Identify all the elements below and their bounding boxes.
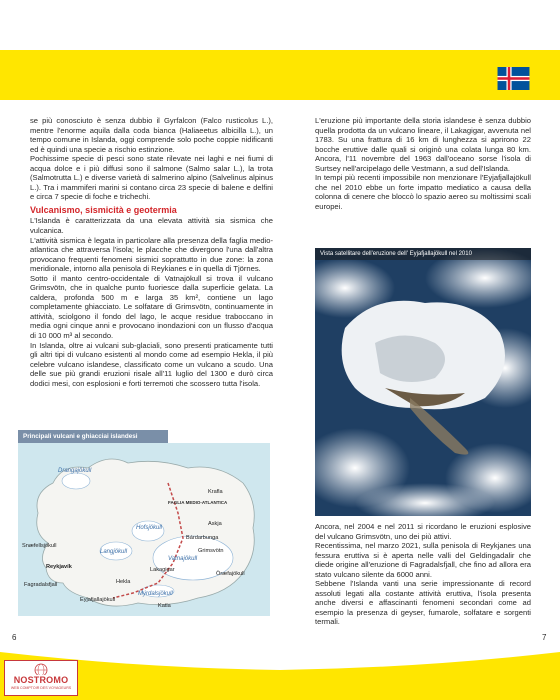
logo-name: NOSTROMO [13, 675, 69, 685]
page-top-margin [0, 0, 560, 50]
paragraph: Pochissime specie di pesci sono state rilevate nei laghi e nei fiumi di acqua dolce e i più diffusi sono il salmone (Salmo salar L.), la trota (Salmotrutta L.) e diverse varietà di salmerino alpino (Salvelinus alpinus L.). Tra i mammiferi marini si contano circa 23 specie di balene e delfini e circa 7 specie di foche e trichechi. [30, 154, 273, 202]
paragraph: In Islanda, oltre ai vulcani sub-glaciali, sono presenti praticamente tutti gli altri tipi di vulcano esistenti al mondo come ad esempio Hekla, il più celebre vulcano islandese, classificato come un vulcano a scudo. Una delle sue più grandi eruzioni risale all'11 luglio del 1300 e durò circa dodici mesi, con esplosioni e forti terremoti che scossero tutta l'isola. [30, 340, 273, 388]
paragraph: Recentissima, nel marzo 2021, sulla penisola di Reykjanes una fessura eruttiva si è aperta nelle valli del Geldingadalir che diede origine all'eruzione di Fagradalsfjall, che fino ad allora era stato vulcano silente da 6000 anni. [315, 541, 531, 579]
map-label-hekla: Hekla [116, 579, 131, 585]
map-label-langjokull: Langjökull [100, 549, 128, 555]
yellow-header-band [0, 50, 560, 100]
map-label-myrdalsjokull: Mýrdalsjökull [138, 591, 173, 597]
paragraph: In tempi più recenti impossibile non menzionare l'Eyjafjallajökull che nel 2010 ebbe un forte impatto mediatico a causa della colonna di cenere che bloccò lo spazio aereo su moltissimi scali europei. [315, 173, 531, 211]
globe-icon [5, 661, 77, 675]
map-label-fagradalsfjall: Fagradalsfjall [24, 582, 58, 588]
map-label-snaefellsjokull: Snæfellsjökull [22, 543, 57, 549]
map-label-katla: Katla [158, 603, 171, 609]
left-text-column [30, 116, 273, 388]
map-label-krafla: Krafla [208, 489, 223, 495]
paragraph: Sotto il manto centro-occidentale di Vatnajökull si trova il vulcano Grimsvötn, che in qualche punto fuoriesce dalla superficie gelata. La caldera, profonda 500 m e larga 35 km², contiene un lago completamente ghiacciato. Le solfatare di Grimsvötn, continuamente in attività, sciolgono il fondo del lago, le acque residue traboccano in media ogni cinque anni e provocano inondazioni con un flusso d'acqua di 10 000 m³ al secondo. [30, 273, 273, 341]
paragraph: se più conosciuto è senza dubbio il Gyrfalcon (Falco rusticolus L.), mentre l'enorme aquila dalla coda bianca (Haliaeetus albicilla L.), un tempo comune in Islanda, oggi comprende solo poche coppie nidificanti ed è quindi una specie a rischio estinzione. [30, 116, 273, 154]
map-label-drangajokull: Drangajökull [58, 468, 92, 474]
map-label-eyjafjallajokull: Eyjafjallajökull [80, 597, 116, 603]
right-text-column-top [315, 116, 531, 211]
paragraph: Ancora, nel 2004 e nel 2011 si ricordano le eruzioni esplosive del vulcano Grimsvötn, uno dei più attivi. [315, 522, 531, 541]
map-label-reykjavik: Reykjavík [46, 564, 72, 570]
iceland-map [18, 430, 270, 616]
map-label-bardarbunga: Bárdarbunga [186, 535, 219, 541]
paragraph: Sebbene l'Islanda vanti una serie impressionante di record assoluti legati alla costante attività eruttiva, l'isola presenta anche diversi e affascinanti fenomeni secondari come ad esempio la presenza di geyser, fumarole, solfatare e sorgenti termali. [315, 579, 531, 627]
footer-right-band [280, 640, 560, 700]
map-label-vatnajokull: Vatnajökull [168, 556, 198, 562]
map-label-fault: FAGLIA MEDIO-ATLANTICA [168, 500, 228, 505]
iceland-flag-icon [497, 67, 530, 90]
right-text-column-bottom [315, 522, 531, 627]
page-number-right: 7 [542, 633, 547, 642]
paragraph: L'Islanda è caratterizzata da una elevata attività sia sismica che vulcanica. [30, 216, 273, 236]
page-number-left: 6 [12, 633, 17, 642]
map-label-askja: Askja [208, 521, 222, 527]
map-label-oraefajokull: Öræfajökull [216, 571, 245, 577]
section-title: Vulcanismo, sismicità e geotermia [30, 204, 177, 215]
paragraph: L'eruzione più importante della storia islandese è senza dubbio quella prodotta da un vulcano lineare, il Lakagigar, avvenuta nel 1783. Su una frattura di 16 km di lunghezza si aprirono 22 bocche eruttive dalle quali si originò una colata lunga 80 km. Ancora, l'11 novembre del 1963 dall'oceano sorse l'isola di Surtsey nell'arcipelago delle Vestmann, a sud dell'Islanda. [315, 116, 531, 173]
satellite-image [315, 248, 531, 516]
nostromo-logo [4, 660, 78, 696]
map-sea [18, 443, 270, 616]
paragraph: L'attività sismica è legata in particolare alla presenza della faglia medio-atlantica che attraversa l'isola; le placche che divergono l'una dall'altra provocano frequenti fenomeni sismici soprattutto in due zone: la zona meridionale, intorno alla penisola di Reykianes e in quella di Tjörnes. [30, 235, 273, 274]
map-label-lakagigar: Lakagigar [150, 567, 175, 573]
satellite-photo-art [315, 248, 531, 516]
satellite-caption: Vista satellitare dell'eruzione dell' Eyjafjallajökull nel 2010 [315, 248, 531, 260]
map-label-hofsjokull: Hofsjökull [136, 525, 163, 531]
map-title: Principali vulcani e ghiacciai islandesi [18, 430, 168, 443]
logo-subtitle: WEB COMPTOIR DES VOYAGEURS [10, 686, 72, 690]
map-label-grimsvotn: Grimsvötn [198, 548, 224, 554]
